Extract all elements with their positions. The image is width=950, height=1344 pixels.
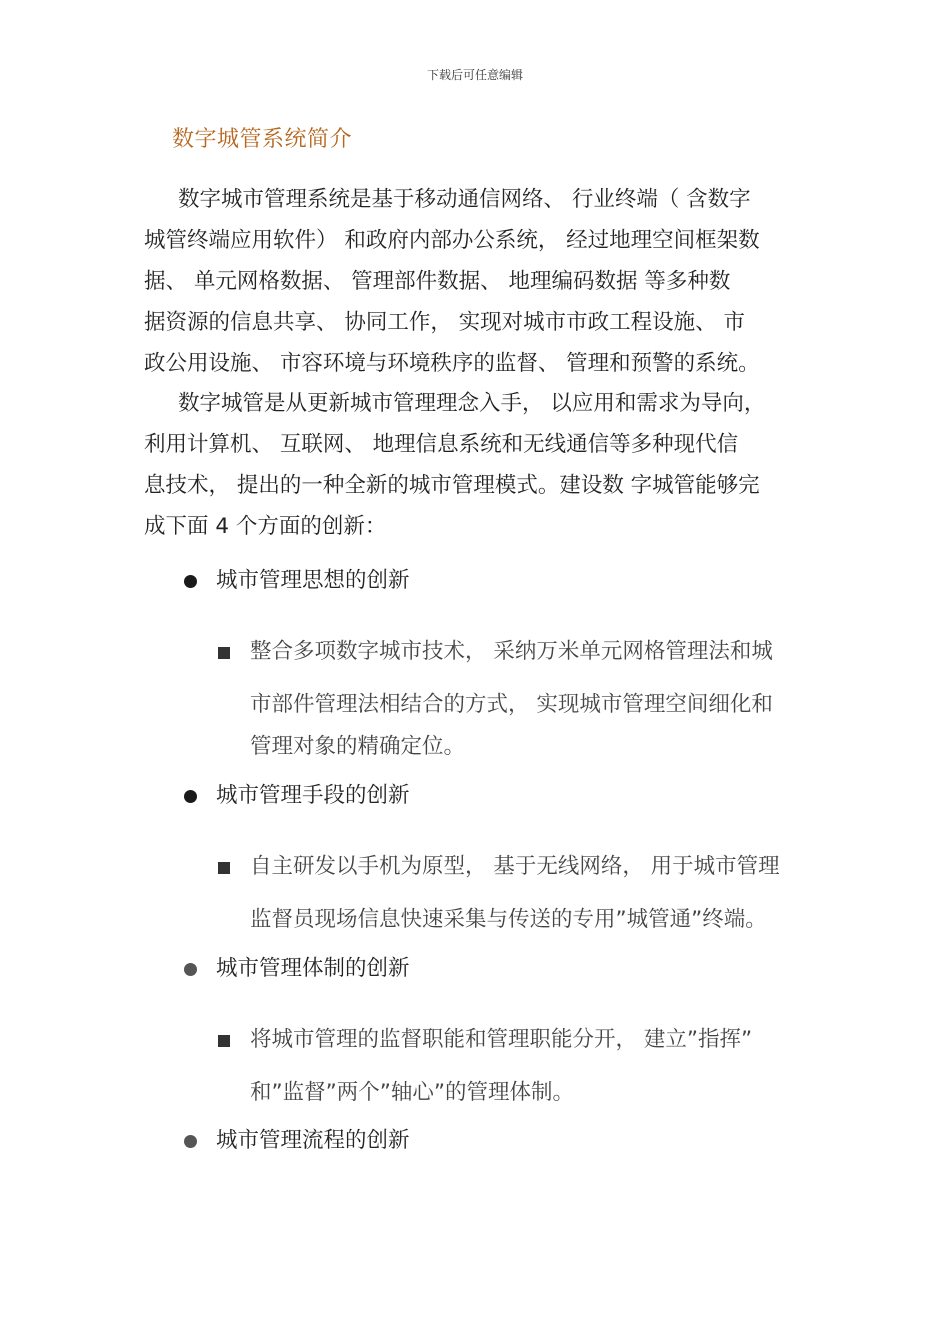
paragraph-line: 据、 单元网格数据、 管理部件数据、 地理编码数据 等多种数 [144,269,731,294]
page-header-note: 下载后可任意编辑 [426,68,523,82]
bullet-square-icon [218,1035,230,1047]
detail-line: 自主研发以手机为原型， 基于无线网络， 用于城市管理 [250,854,780,879]
document-title: 数字城管系统简介 [172,127,353,152]
detail-line: 市部件管理法相结合的方式， 实现城市管理空间细化和 [250,692,773,717]
paragraph-line: 政公用设施、 市容环境与环境秩序的监督、 管理和预警的系统。 [144,351,760,376]
bullet-dot-icon [184,790,197,803]
innovation-label: 城市管理流程的创新 [216,1128,410,1153]
paragraph-line: 利用计算机、 互联网、 地理信息系统和无线通信等多种现代信 [144,432,739,457]
detail-line: 监督员现场信息快速采集与传送的专用”城管通”终端。 [250,907,767,932]
innovation-item-thinking [184,567,410,595]
bullet-dot-icon [184,1135,197,1148]
intro-paragraph-2 [144,383,808,547]
detail-line: 整合多项数字城市技术， 采纳万米单元网格管理法和城 [250,639,773,664]
paragraph-line: 息技术， 提出的一种全新的城市管理模式。建设数 字城管能够完 [144,473,760,498]
innovation-item-system [184,955,410,983]
paragraph-line: 数字城市管理系统是基于移动通信网络、 行业终端（ 含数字 [178,187,751,212]
innovation-label: 城市管理手段的创新 [216,783,410,808]
detail-line: 管理对象的精确定位。 [250,734,466,759]
paragraph-line: 成下面 4 个方面的创新： [144,514,387,539]
bullet-square-icon [218,862,230,874]
bullet-dot-icon [184,963,197,976]
intro-paragraph-1 [144,179,808,384]
innovation-item-process [184,1127,410,1155]
detail-line: 将城市管理的监督职能和管理职能分开， 建立”指挥” [250,1027,753,1052]
innovation-label: 城市管理体制的创新 [216,956,410,981]
innovation-label: 城市管理思想的创新 [216,568,410,593]
bullet-dot-icon [184,575,197,588]
detail-line: 和”监督”两个”轴心”的管理体制。 [250,1080,575,1105]
paragraph-line: 城管终端应用软件） 和政府内部办公系统， 经过地理空间框架数 [144,228,760,253]
innovation-item-means [184,782,410,810]
paragraph-line: 据资源的信息共享、 协同工作， 实现对城市市政工程设施、 市 [144,310,746,335]
bullet-square-icon [218,647,230,659]
paragraph-line: 数字城管是从更新城市管理理念入手， 以应用和需求为导向， [178,391,766,416]
